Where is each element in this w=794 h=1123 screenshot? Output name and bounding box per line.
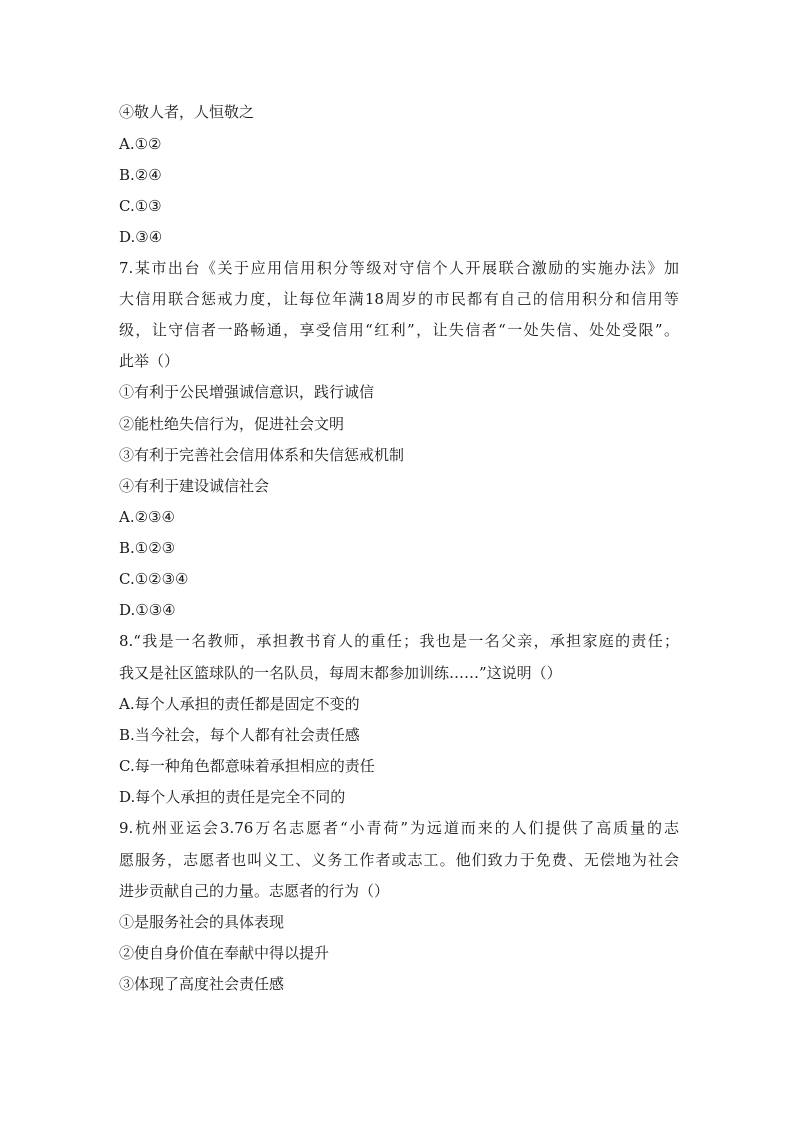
- q7-stem-line-4: 此举（）: [119, 352, 180, 370]
- q6-option-d: D.③④: [119, 228, 163, 246]
- q7-stem-line-2: 大信用联合惩戒力度，让每位年满18周岁的市民都有自己的信用积分和信用等: [119, 290, 679, 308]
- q7-option-a: A.②③④: [119, 508, 175, 526]
- q8-stem-line-1: 8.“我是一名教师，承担教书育人的重任；我也是一名父亲，承担家庭的责任；: [119, 632, 679, 650]
- q7-item-1: ①有利于公民增强诚信意识，践行诚信: [119, 383, 375, 401]
- q7-stem-line-3: 级，让守信者一路畅通，享受信用“红利”，让失信者“一处失信、处处受限”。: [119, 321, 679, 339]
- q9-item-2: ②使自身价值在奉献中得以提升: [119, 944, 330, 962]
- q8-option-c: C.每一种角色都意味着承担相应的责任: [119, 757, 375, 775]
- q8-option-b: B.当今社会，每个人都有社会责任感: [119, 726, 360, 744]
- q6-option-b: B.②④: [119, 166, 162, 184]
- q9-stem-line-3: 进步贡献自己的力量。志愿者的行为（）: [119, 882, 390, 900]
- q6-option-a: A.①②: [119, 135, 162, 153]
- q9-item-1: ①是服务社会的具体表现: [119, 913, 285, 931]
- q6-option-c: C.①③: [119, 197, 162, 215]
- q7-option-b: B.①②③: [119, 539, 176, 557]
- q9-stem-line-2: 愿服务，志愿者也叫义工、义务工作者或志工。他们致力于免费、无偿地为社会: [119, 851, 679, 869]
- q7-stem-line-1: 7.某市出台《关于应用信用积分等级对守信个人开展联合激励的实施办法》加: [119, 259, 679, 277]
- q7-item-4: ④有利于建设诚信社会: [119, 477, 270, 495]
- q7-option-c: C.①②③④: [119, 570, 189, 588]
- q9-stem-line-1: 9.杭州亚运会3.76万名志愿者“小青荷”为远道而来的人们提供了高质量的志: [119, 819, 679, 837]
- q8-option-d: D.每个人承担的责任是完全不同的: [119, 788, 346, 806]
- q7-item-3: ③有利于完善社会信用体系和失信惩戒机制: [119, 446, 405, 464]
- q7-option-d: D.①③④: [119, 601, 176, 619]
- q6-item-4: ④敬人者，人恒敬之: [119, 103, 255, 121]
- q7-item-2: ②能杜绝失信行为，促进社会文明: [119, 415, 345, 433]
- q8-option-a: A.每个人承担的责任都是固定不变的: [119, 695, 360, 713]
- q9-item-3: ③体现了高度社会责任感: [119, 975, 285, 993]
- q8-stem-line-2: 我又是社区篮球队的一名队员，每周末都参加训练……”这说明（）: [119, 664, 562, 682]
